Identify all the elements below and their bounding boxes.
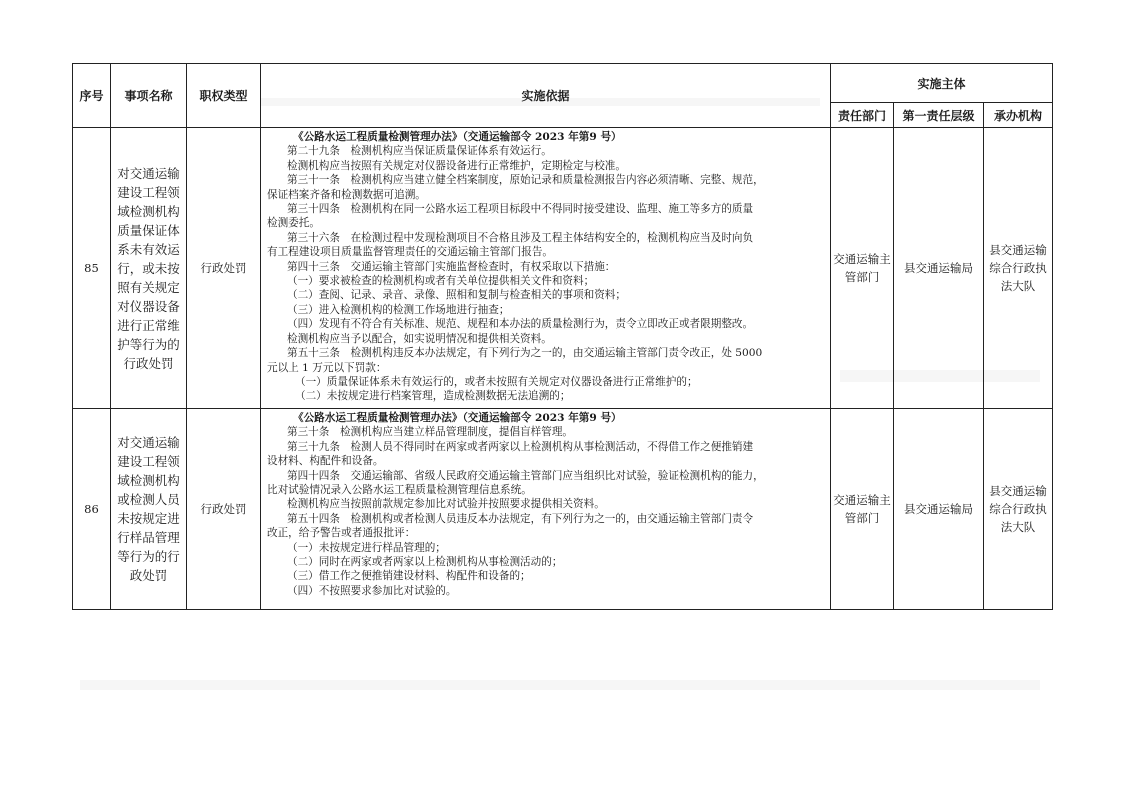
row-number: 85 [73, 128, 111, 409]
header-subject: 实施主体 [831, 64, 1053, 103]
table-row [73, 409, 1053, 610]
table-row [73, 128, 1053, 409]
row-number: 86 [73, 409, 111, 610]
header-agency: 承办机构 [984, 103, 1053, 128]
item-name: 对交通运输建设工程领域检测机构质量保证体系未有效运行，或未按照有关规定对仪器设备进行正常维护等行为的行政处罚 [111, 128, 187, 409]
header-level: 第一责任层级 [894, 103, 984, 128]
responsible-dept: 交通运输主管部门 [831, 128, 894, 409]
handling-agency: 县交通运输综合行政执法大队 [984, 128, 1053, 409]
handling-agency: 县交通运输综合行政执法大队 [984, 409, 1053, 610]
header-dept: 责任部门 [831, 103, 894, 128]
authority-table [72, 63, 1053, 610]
responsible-level: 县交通运输局 [894, 128, 984, 409]
header-basis: 实施依据 [261, 64, 831, 128]
authority-type: 行政处罚 [187, 409, 261, 610]
basis-text: 《公路水运工程质量检测管理办法》（交通运输部令 2023 年第9 号） 第三十条 检测机构应当建立样品管理制度，提倡盲样管理。 第三十九条 检测人员不得同时在两家或者两家以上检测机构从事检测活动，不得借工作之便推销建 设材料、构配件和设备。 第四十四条 交通运输部、省级人民政府交通运输主管部门应当组织比对试验，验证检测机构的能力， 比对试验情况录入公路水运工程质量检测管理信息系统。 检测机构应当按照前款规定参加比对试验并按照要求提供相关资料。 第五十四条 检测机构或者检测人员违反本办法规定，有下列行为之一的，由交通运输主管部门责令 改正，给予警告或者通报批评： （一）未按规定进行样品管理的； （二）同时在两家或者两家以上检测机构从事检测活动的； （三）借工作之便推销建设材料、构配件和设备的； （四）不按照要求参加比对试验的。 [261, 409, 831, 610]
header-type: 职权类型 [187, 64, 261, 128]
responsible-level: 县交通运输局 [894, 409, 984, 610]
header-name: 事项名称 [111, 64, 187, 128]
item-name: 对交通运输建设工程领域检测机构或检测人员未按规定进行样品管理等行为的行政处罚 [111, 409, 187, 610]
authority-type: 行政处罚 [187, 128, 261, 409]
scan-ghost [80, 680, 1040, 690]
header-no: 序号 [73, 64, 111, 128]
responsible-dept: 交通运输主管部门 [831, 409, 894, 610]
basis-text: 《公路水运工程质量检测管理办法》（交通运输部令 2023 年第9 号） 第二十九条 检测机构应当保证质量保证体系有效运行。 检测机构应当按照有关规定对仪器设备进行正常维护，定期检定与校准。 第三十一条 检测机构应当建立健全档案制度，原始记录和质量检测报告内容必须清晰、完整、规范， 保证档案齐备和检测数据可追溯。 第三十四条 检测机构在同一公路水运工程项目标段中不得同时接受建设、监理、施工等多方的质量 检测委托。 第三十六条 在检测过程中发现检测项目不合格且涉及工程主体结构安全的，检测机构应当及时向负 有工程建设项目质量监督管理责任的交通运输主管部门报告。 第四十三条 交通运输主管部门实施监督检查时，有权采取以下措施： （一）要求被检查的检测机构或者有关单位提供相关文件和资料； （二）查阅、记录、录音、录像、照相和复制与检查相关的事项和资料； （三）进入检测机构的检测工作场地进行抽查； （四）发现有不符合有关标准、规范、规程和本办法的质量检测行为，责令立即改正或者限期整改。 检测机构应当予以配合，如实说明情况和提供相关资料。 第五十三条 检测机构违反本办法规定，有下列行为之一的，由交通运输主管部门责令改正，处 5000 元以上 1 万元以下罚款： （一）质量保证体系未有效运行的，或者未按照有关规定对仪器设备进行正常维护的； （二）未按规定进行档案管理，造成检测数据无法追溯的； [261, 128, 831, 409]
header-row [73, 64, 1053, 103]
